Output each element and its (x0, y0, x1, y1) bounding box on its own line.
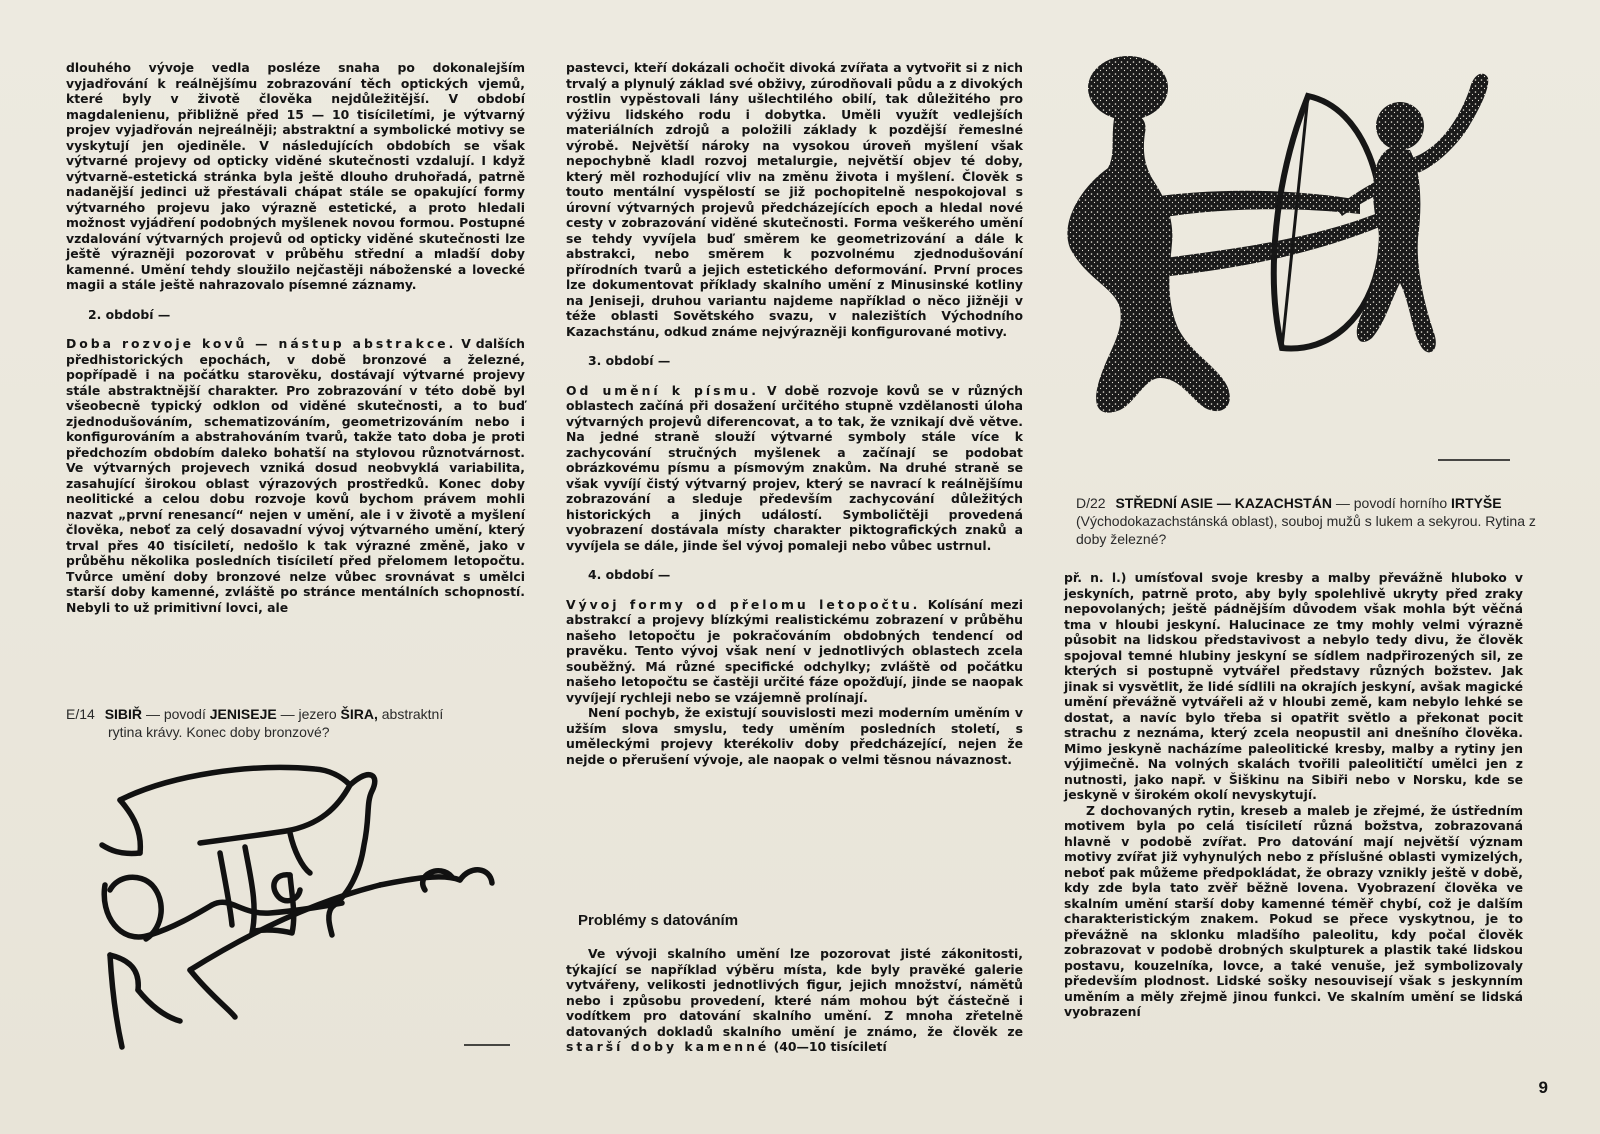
section-lead-2: Doba rozvoje kovů — nástup abstrakce. (66, 336, 457, 351)
caption-text: — povodí (145, 706, 206, 722)
paragraph: př. n. l.) umísťoval svoje kresby a malby převážně hluboko v jeskyních, patrně proto, aby byly spolehlivě ukryty před zraky nepovolaných; ještě pádnějším důvodem však mohla být věčná tma v hloubi jeskyní. Halucinace ze tmy mohly velmi výrazně působit na lidskou představivost a nebylo tedy divu, že člověk spojoval temné hlubiny jeskyní se sídlem nadpřirozených sil, ze kterých si postupně vytvářel představy různých božstev. Jak jinak si vysvětlit, že lidé sídlili na okrajích jeskyní, avšak magické umění převážně vytvářeli až v hloubi země, kam nebylo lehké se dostat, a navíc bylo třeba si opatřit světlo a překonat pocit strachu z neznáma, který zcela neopustil ani dnešního člověka. Mimo jeskyně nacházíme paleolitické kresby, malby a rytiny jen výjimečně. Na volných skalách tvořili paleolitičtí umělci jen z nutnosti, jako např. v Šiškinu na Sibiři nebo v Norsku, kde se jeskyně v širokém okolí nevyskytují. (1064, 570, 1523, 802)
left-figure-arm (1145, 191, 1360, 220)
left-figure-lower-arm (1165, 208, 1396, 276)
paragraph (566, 597, 1023, 706)
caption-region: SIBIŘ (104, 706, 143, 722)
duel-engraving-figure (1060, 48, 1600, 478)
caption-text: abstraktní (381, 706, 444, 722)
caption-river: JENISEJE (209, 706, 277, 722)
text-column-middle-lower (566, 946, 1023, 1055)
subheading-dating: Problémy s datováním (578, 912, 739, 929)
section-body-3: V době rozvoje kovů se v různých oblastech začíná při dosažení určitého stupně vzdělanosti úloha výtvarných projevů diferencovat, a to tak, že vznikají dvě větve. Na jedné straně slouží výtvarné symboly stále více k zachycování stručných myšlenek a začínají se podobat obrázkovému písmu a písmovým znakům. Na druhé straně se však vyvíjí čistý výtvarný projev, který se navrací k reálnějšímu zobrazování a sleduje především zachycování důležitých historických a jiných událostí. Symboličtěji provedená vyobrazení dostávala místy charakter piktografických znaků a vyvíjela se dále, jinde šel vývoj pomaleji nebo vůbec ustrnul. (566, 382, 1023, 553)
paragraph: pastevci, kteří dokázali ochočit divoká zvířata a vytvořit si z nich trvalý a plynulý základ své obživy, zúrodňovali půdu a z divokých rostlin vypěstovali lány ušlechtilého obilí, tak důležitého pro výživu lidského rodu i dobytka. Uměli využít vedlejších materiálních zdrojů a položili základy k pozdější řemeslné výrobě. Největší nároky na vysokou úroveň myšlení však nepochybně kladl rozvoj metalurgie, největší objev té doby, který měl rozhodující vliv na změnu života i myšlení. Člověk s touto mentální vyspělostí se již pochopitelně nespokojoval s úrovní výtvarných projevů předcházejících epoch a hledal nové cesty v zobrazování viděné skutečnosti. Forma veškerého umění se tehdy vyvíjela buď směrem ke geometrizování a dále k abstrakci, nebo směrem k pozvolnému zjednodušování přírodních tvarů a jejich estetického deformování. První proces lze dokumentovat příklady skalního umění z Minusinské kotliny na Jeniseji, druhou variantu najdeme například o něco jižněji v téže oblasti Sovětského svazu, v nalezištích Východního Kazachstánu, odkud známe nejvýrazněji konfigurované motivy. (566, 60, 1023, 339)
paragraph (566, 383, 1023, 554)
spaced-term: starší doby kamenné (566, 1039, 770, 1054)
caption-river: IRTYŠE (1451, 495, 1502, 511)
right-figure-head (1376, 102, 1424, 150)
text-column-right (1064, 570, 1523, 1020)
section-lead-3: Od umění k písmu. (566, 382, 759, 398)
page-number: 9 (1538, 1078, 1548, 1097)
paragraph: Není pochyb, že existují souvislosti mezi moderním uměním v užším slova smyslu, tedy uměním posledních století, s uměleckými projevy kterékoliv doby předcházející, nejen že nejde o přerušení vývoje, ale naopak o velmi těsnou návaznost. (566, 705, 1023, 767)
caption-line-2: rytina krávy. Konec doby bronzové? (108, 724, 330, 740)
text-column-left (66, 60, 525, 615)
section-label-4: 4. období — (588, 567, 671, 582)
section-body-2: V dalších předhistorických epochách, v době bronzové a železné, popřípadě i na počátku starověku, dostávají výtvarné projevy stále abstraktnější charakter. Pro zobrazování v této době byl všeobecně typický odklon od viděné skutečnosti, a to buď zjednodušováním, schematizováním, geometrizováním nebo i konfigurováním a abstrahováním tvarů, takže tato doba je proti předchozím obdobím daleko bohatší na stylovou různotvárnost. Ve výtvarných projevech vzniká dosud neobvyklá variabilita, zasahující širokou oblast výrazových prostředků. Konec doby neolitické a celou dobu rozvoje kovů bychom právem mohli nazvat „první renesancí“ nejen v umění, ale i v životě a myšlení člověka, neboť za celý dosavadní vývoj výtvarného umění, který trval přes 40 tisíciletí, nedošlo k tak výrazné změně, jako v průběhu několika posledních tisíciletí před přelomem letopočtu. Tvůrce umění doby bronzové nelze vůbec srovnávat s umělci starší doby kamenné, zvláště po stránce mentálních schopností. Nebyli to už primitivní lovci, ale (66, 336, 525, 615)
figure-caption-d22 (1076, 494, 1546, 548)
figure-code: E/14 (66, 706, 95, 722)
paragraph-text: (40—10 tisíciletí (773, 1039, 887, 1054)
caption-text: — jezero (280, 706, 337, 722)
section-label-3: 3. období — (588, 353, 671, 368)
paragraph (66, 336, 525, 615)
figure-code: D/22 (1076, 495, 1106, 511)
section-body-4: Kolísání mezi abstrakcí a projevy blízkými realistickému zobrazení v průběhu našeho letopočtu je pokračováním obdobných tendencí od pravěku. Tento vývoj však není v jednotlivých oblastech zcela souběžný. Má různé specifické odchylky; zvláště od počátku našeho letopočtu se častěji určité fáze opožďují, jinde se naopak vyvíjejí rychleji nebo se vzájemně prolínají. (566, 596, 1023, 705)
paragraph-text: Ve vývoji skalního umění lze pozorovat jisté zákonitosti, týkající se například výběru místa, kde byly pravěké galerie vytvářeny, velikosti jednotlivých figur, jejich množství, námětů nebo i způsobu provedení, které nám mohou být částečně i vodítkem pro datování skalního umění. Z mnoha zřetelně datovaných dokladů skalního umění je známo, že člověk ze (566, 946, 1023, 1039)
figure-caption-e14 (66, 705, 526, 741)
text-column-middle (566, 60, 1023, 767)
paragraph: dlouhého vývoje vedla posléze snaha po dokonalejším vyjadřování k reálnějšímu zobrazování těch optických vjemů, které byly v životě člověka nejdůležitější. V období magdalenienu, přibližně před 15 — 10 tisíciletími, je výtvarný projev vyjadřován nejreálněji; abstraktní a symbolické motivy se vyskytují jen ojediněle. V následujících obdobích se však výtvarné projevy od opticky viděné skutečnosti vzdalují. I když výtvarně-estetická stránka byla ještě dlouho druhořadá, patrně nadanější jedinci už přestávali chápat stále se opakující formy výtvarného projevu jako výrazně estetické, a proto hledali možnost vyjádření podobných myšlenek novou formou. Postupné vzdalování výtvarných projevů od opticky viděné skutečnosti lze ještě výrazněji pozorovat v průběhu střední a mladší doby kamenné. Umění tehdy sloužilo nejčastěji náboženské a lovecké magii a stále ještě nahrazovalo písemné záznamy. (66, 60, 525, 292)
section-lead-4: Vývoj formy od přelomu letopočtu. (566, 596, 921, 612)
caption-region: STŘEDNÍ ASIE — KAZACHSTÁN (1115, 495, 1332, 511)
paragraph: Z dochovaných rytin, kreseb a maleb je zřejmé, že ústředním motivem byla po celá tisíciletí různá božstva, zobrazovaná hlavně v podobě zvířat. Pro datování mají největší význam motivy zvířat již vyhynulých nebo z příslušné oblasti vymizelých, neboť pak můžeme předpokládat, že obrazy vznikly ještě v době, kdy zde byla tato zvěř běžně lovena. Vyobrazení člověka ve skalním umění starší doby kamenné téměř chybí, což je dalším charakteristickým znakem. Pokud se přece vyskytnou, je to převážně na sklonku mladšího paleolitu, kdy počal člověk zobrazovat v podobě drobných skulpturek a plastik také lidskou postavu, kouzelníka, lovce, a také venuše, jež symbolizovaly především plodnost. Lidské sošky nesouvisejí však s jeskynním uměním a měly zřejmě jinou funkci. Ve skalním umění se lidská vyobrazení (1064, 802, 1523, 1019)
cow-engraving-figure (80, 755, 550, 1055)
caption-text: — povodí horního (1335, 495, 1448, 511)
paragraph (566, 946, 1023, 1055)
section-label-2: 2. období — (88, 306, 171, 322)
caption-text: (Východokazachstánská oblast), souboj mužů s lukem a sekyrou. Rytina z doby železné? (1076, 513, 1536, 547)
caption-lake: ŠIRA, (340, 706, 378, 722)
right-figure-body (1357, 148, 1436, 352)
left-figure-head (1088, 56, 1168, 120)
